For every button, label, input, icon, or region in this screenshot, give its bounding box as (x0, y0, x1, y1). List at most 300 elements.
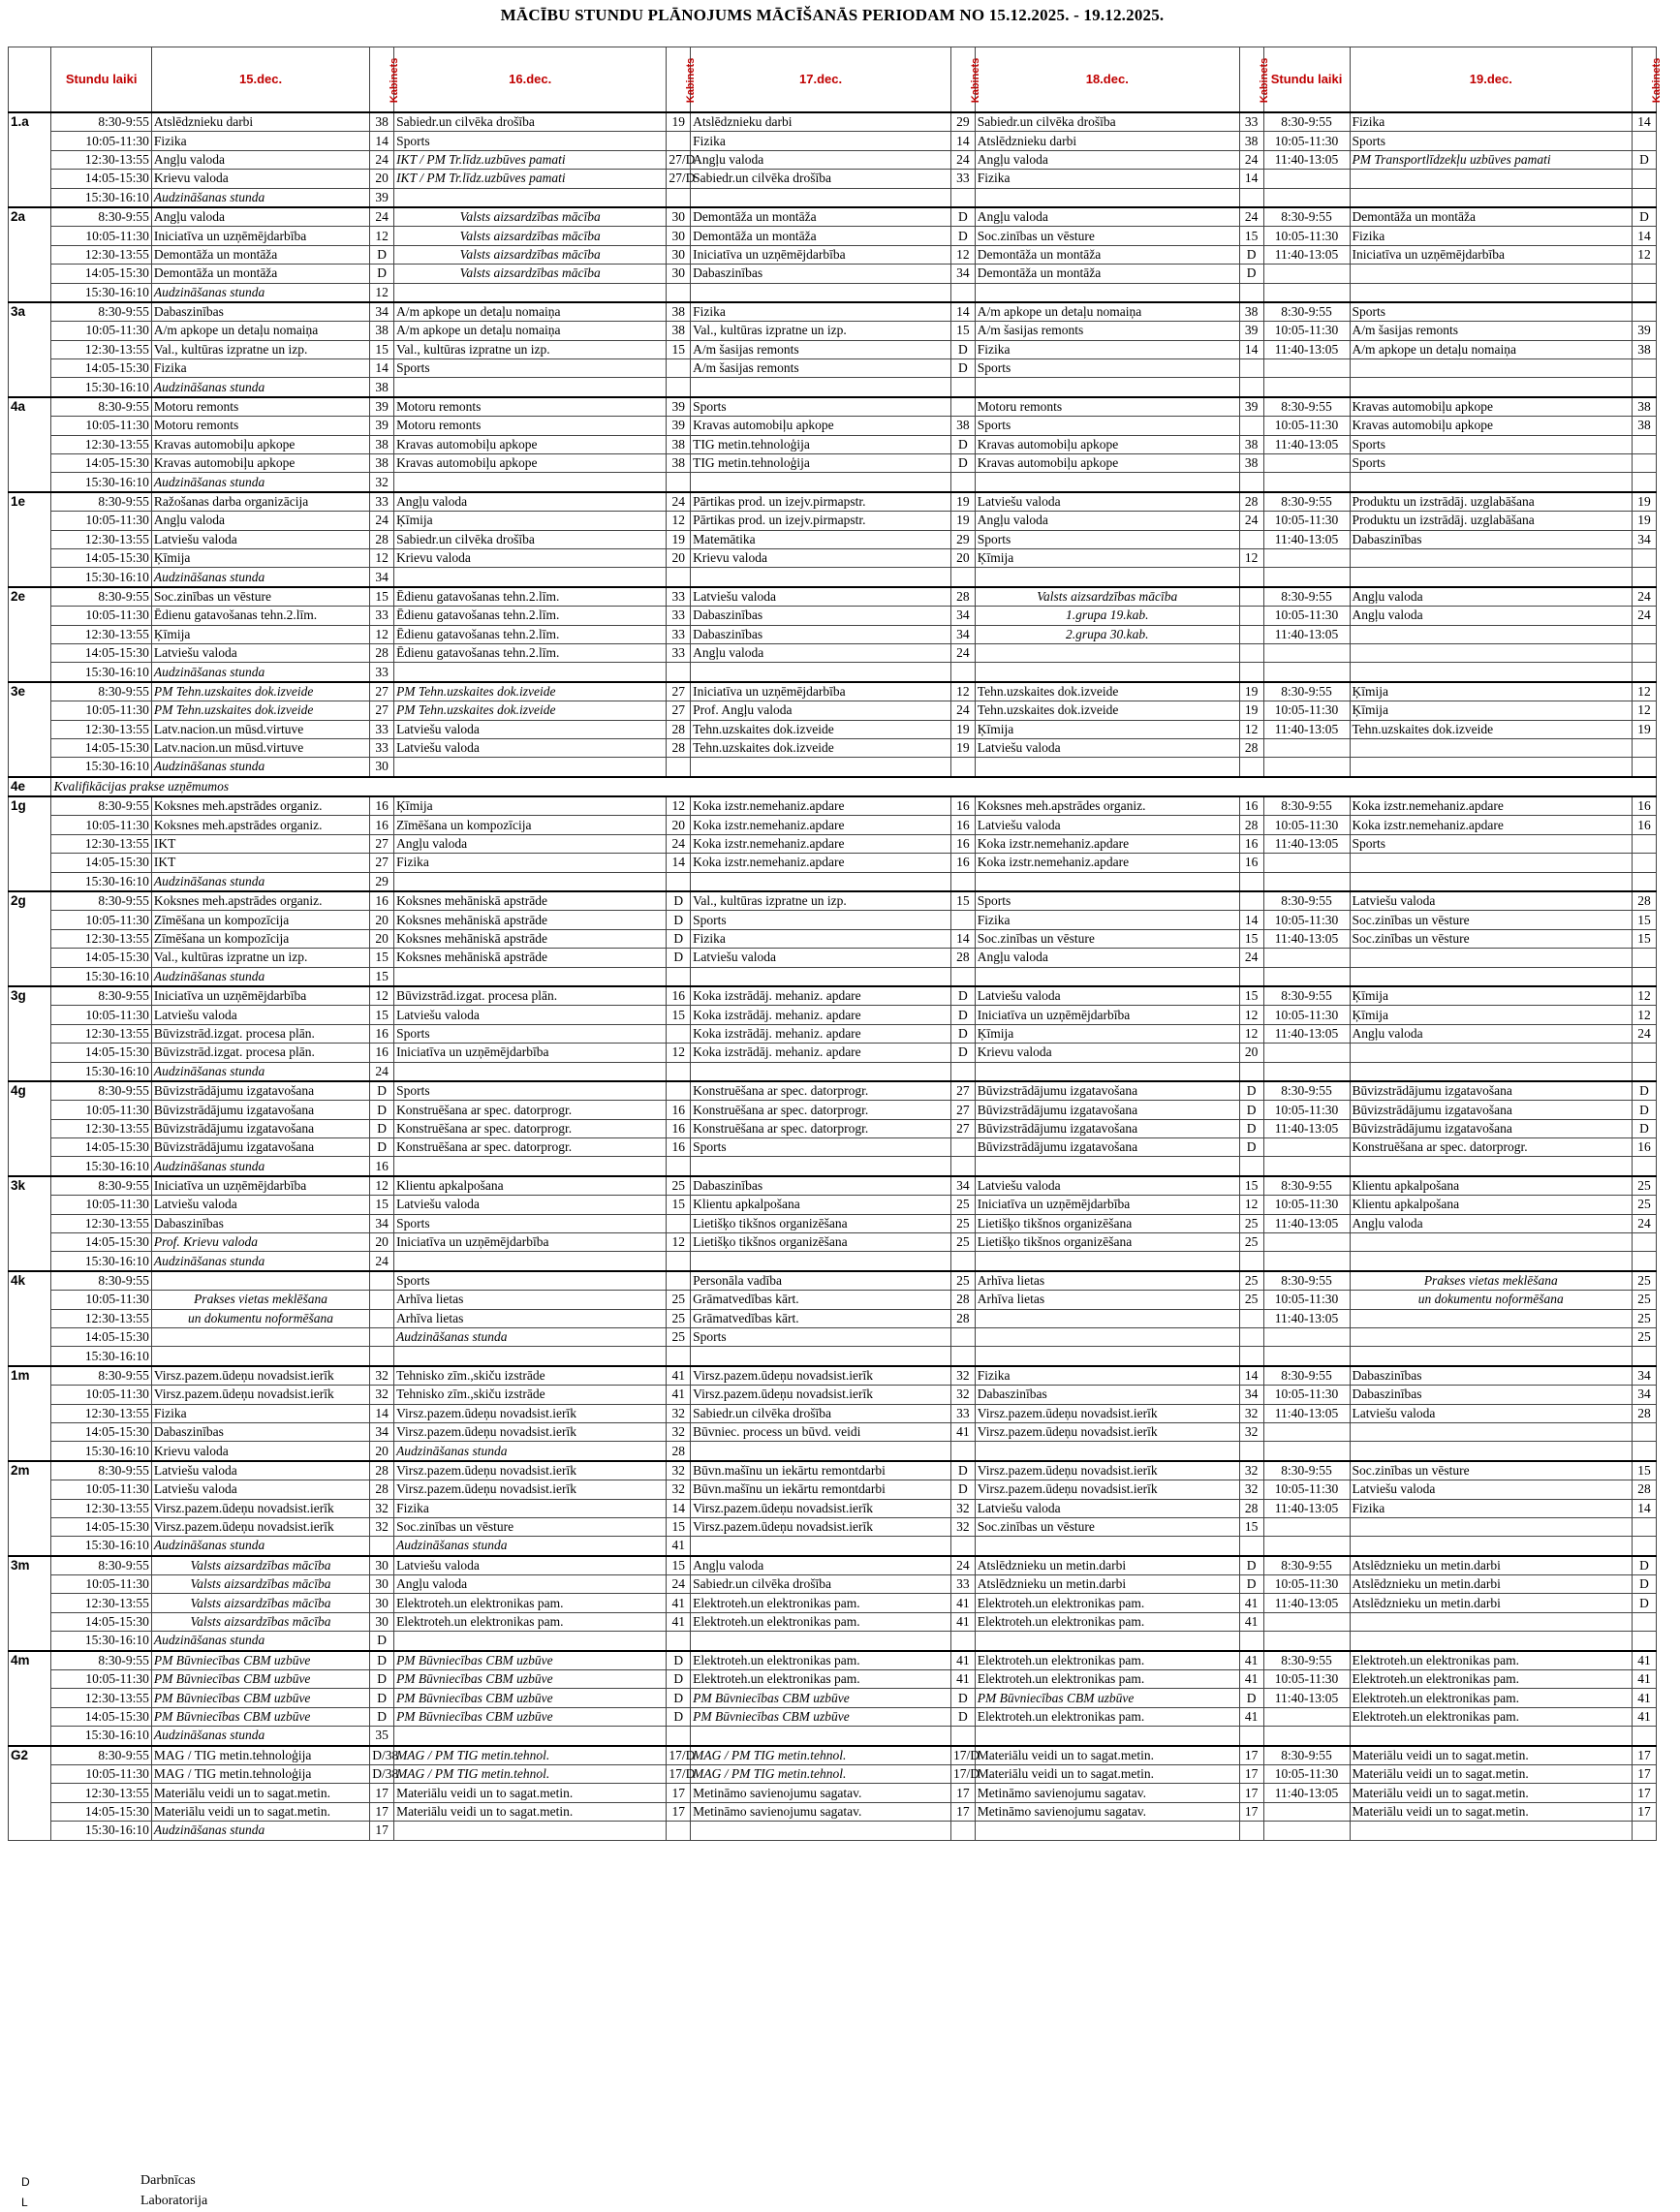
table-row (9, 1214, 1657, 1232)
room-cell: 16 (667, 1138, 691, 1157)
subject-cell: Latviešu valoda (151, 530, 369, 548)
subject-cell: Iniciatīva un uzņēmējdarbība (151, 1176, 369, 1196)
subject-cell: Atslēdznieku un metin.darbi (975, 1575, 1239, 1594)
subject-cell (691, 1822, 951, 1840)
table-row (9, 435, 1657, 453)
room-cell: 25 (1239, 1271, 1263, 1291)
room-cell (1633, 283, 1657, 302)
subject-cell: Soc.zinības un vēsture (1350, 911, 1633, 929)
time-cell-fri (1263, 359, 1350, 378)
table-row (9, 1196, 1657, 1214)
subject-cell: Būvn.mašīnu un iekārtu remontdarbi (691, 1461, 951, 1480)
subject-cell: PM Būvniecības CBM uzbūve (394, 1670, 667, 1689)
subject-cell: Virsz.pazem.ūdeņu novadsist.ierīk (691, 1517, 951, 1536)
time-cell-fri (1263, 548, 1350, 567)
room-cell (1633, 1612, 1657, 1631)
time-cell: 15:30-16:10 (51, 473, 151, 492)
subject-cell (975, 1632, 1239, 1651)
subject-cell (691, 1062, 951, 1081)
subject-cell: Fizika (1350, 112, 1633, 132)
room-cell: 27 (370, 682, 394, 701)
room-cell: D (370, 1101, 394, 1119)
time-cell-fri (1263, 283, 1350, 302)
room-cell: 20 (667, 816, 691, 834)
room-cell: 12 (1239, 720, 1263, 738)
room-cell (1239, 663, 1263, 682)
subject-cell: Klientu apkalpošana (691, 1196, 951, 1214)
schedule-table (8, 47, 1664, 1841)
room-cell: 32 (667, 1461, 691, 1480)
table-row (9, 816, 1657, 834)
room-cell: 25 (1633, 1309, 1657, 1327)
subject-cell: Būvizstrādājumu izgatavošana (151, 1119, 369, 1137)
subject-cell: Latviešu valoda (691, 949, 951, 967)
subject-cell: Virsz.pazem.ūdeņu novadsist.ierīk (691, 1386, 951, 1404)
subject-cell (1350, 1442, 1633, 1461)
room-cell: 17 (1633, 1802, 1657, 1821)
subject-cell: Metināmo savienojumu sagatav. (975, 1802, 1239, 1821)
room-cell (950, 967, 975, 986)
header-room-mon: Kabinets (370, 47, 394, 113)
time-cell: 15:30-16:10 (51, 283, 151, 302)
room-cell (667, 1347, 691, 1366)
time-cell-fri (1263, 473, 1350, 492)
room-cell: 30 (370, 758, 394, 777)
subject-cell (975, 1537, 1239, 1556)
room-cell: 24 (667, 834, 691, 853)
table-row (9, 1651, 1657, 1670)
room-cell: 25 (667, 1328, 691, 1347)
subject-cell: Tehn.uzskaites dok.izveide (691, 720, 951, 738)
subject-cell: Latviešu valoda (975, 492, 1239, 512)
subject-cell: Angļu valoda (394, 834, 667, 853)
table-row (9, 227, 1657, 245)
subject-cell: Elektroteh.un elektronikas pam. (975, 1612, 1239, 1631)
room-cell: 33 (667, 643, 691, 662)
subject-cell: Latviešu valoda (151, 1480, 369, 1499)
subject-cell: Virsz.pazem.ūdeņu novadsist.ierīk (975, 1404, 1239, 1422)
room-cell: 39 (667, 397, 691, 417)
time-cell-fri: 10:05-11:30 (1263, 1480, 1350, 1499)
subject-cell (151, 1347, 369, 1366)
subject-cell: Kravas automobiļu apkope (691, 417, 951, 435)
table-row (9, 1612, 1657, 1631)
room-cell (1633, 872, 1657, 891)
room-cell: D (667, 1651, 691, 1670)
subject-cell: Audzināšanas stunda (151, 283, 369, 302)
table-row (9, 1632, 1657, 1651)
time-cell-fri (1263, 854, 1350, 872)
room-cell: 15 (667, 340, 691, 358)
subject-cell: Audzināšanas stunda (151, 1062, 369, 1081)
time-cell-fri (1263, 265, 1350, 283)
subject-cell (975, 643, 1239, 662)
subject-cell: Audzināšanas stunda (151, 1822, 369, 1840)
subject-cell: Tehn.uzskaites dok.izveide (691, 738, 951, 757)
class-label: 1m (9, 1366, 51, 1461)
table-row (9, 1707, 1657, 1726)
subject-cell: Soc.zinības un vēsture (1350, 1461, 1633, 1480)
subject-cell: Dabaszinības (1350, 530, 1633, 548)
subject-cell (975, 1328, 1239, 1347)
room-cell: 41 (1633, 1670, 1657, 1689)
subject-cell: MAG / PM TIG metin.tehnol. (394, 1746, 667, 1765)
room-cell: 20 (370, 170, 394, 188)
subject-cell (1350, 949, 1633, 967)
subject-cell: Iniciatīva un uzņēmējdarbība (975, 1006, 1239, 1024)
time-cell: 8:30-9:55 (51, 891, 151, 911)
subject-cell: Sports (1350, 302, 1633, 322)
room-cell: 30 (667, 265, 691, 283)
subject-cell: Materiālu veidi un to sagat.metin. (1350, 1764, 1633, 1783)
subject-cell (1350, 1252, 1633, 1271)
room-cell: 15 (1239, 227, 1263, 245)
subject-cell: Fizika (691, 929, 951, 948)
subject-cell: Latviešu valoda (1350, 891, 1633, 911)
table-row (9, 1328, 1657, 1347)
room-cell (1239, 1309, 1263, 1327)
time-cell-fri: 10:05-11:30 (1263, 816, 1350, 834)
subject-cell: Koka izstr.nemehaniz.apdare (975, 834, 1239, 853)
room-cell: 14 (1633, 227, 1657, 245)
room-cell (1239, 417, 1263, 435)
subject-cell: Tehnisko zīm.,skiču izstrāde (394, 1366, 667, 1386)
time-cell-fri: 11:40-13:05 (1263, 1499, 1350, 1517)
room-cell: D (950, 1707, 975, 1726)
room-cell: D (1239, 1101, 1263, 1119)
room-cell: 32 (1239, 1404, 1263, 1422)
subject-cell: A/m apkope un detaļu nomaiņa (1350, 340, 1633, 358)
table-row (9, 359, 1657, 378)
time-cell-fri: 11:40-13:05 (1263, 1689, 1350, 1707)
room-cell: D (370, 1632, 394, 1651)
time-cell-fri: 10:05-11:30 (1263, 607, 1350, 625)
room-cell: 24 (667, 492, 691, 512)
time-cell: 14:05-15:30 (51, 1233, 151, 1252)
subject-cell: Audzināšanas stunda (151, 872, 369, 891)
subject-cell: Valsts aizsardzības mācība (151, 1612, 369, 1631)
room-cell: D (1239, 245, 1263, 264)
subject-cell: MAG / PM TIG metin.tehnol. (691, 1746, 951, 1765)
header-room-tue: Kabinets (667, 47, 691, 113)
room-cell: 24 (1633, 1214, 1657, 1232)
room-cell (1239, 568, 1263, 587)
subject-cell: PM Būvniecības CBM uzbūve (151, 1689, 369, 1707)
subject-cell (1350, 872, 1633, 891)
time-cell: 12:30-13:55 (51, 1784, 151, 1802)
subject-cell: Latviešu valoda (394, 1556, 667, 1575)
time-cell: 12:30-13:55 (51, 834, 151, 853)
room-cell (950, 872, 975, 891)
subject-cell: Produktu un izstrādāj. uzglabāšana (1350, 512, 1633, 530)
table-row (9, 1176, 1657, 1196)
time-cell: 14:05-15:30 (51, 1138, 151, 1157)
room-cell: 28 (370, 1480, 394, 1499)
room-cell (1633, 473, 1657, 492)
subject-cell: Motoru remonts (975, 397, 1239, 417)
class-label: 4e (9, 777, 51, 796)
subject-cell: Būvizstrādājumu izgatavošana (151, 1081, 369, 1101)
class-label: 4k (9, 1271, 51, 1366)
subject-cell: Sports (394, 1214, 667, 1232)
time-cell: 15:30-16:10 (51, 378, 151, 397)
time-cell: 12:30-13:55 (51, 245, 151, 264)
class-label: 1.a (9, 112, 51, 207)
room-cell: 29 (370, 872, 394, 891)
subject-cell: PM Būvniecības CBM uzbūve (691, 1689, 951, 1707)
table-row (9, 1802, 1657, 1821)
time-cell: 15:30-16:10 (51, 872, 151, 891)
room-cell: 15 (370, 1196, 394, 1214)
time-cell-fri: 10:05-11:30 (1263, 227, 1350, 245)
header-tue: 16.dec. (394, 47, 667, 113)
room-cell: 38 (1633, 340, 1657, 358)
room-cell: 17 (1239, 1802, 1263, 1821)
room-cell: 34 (370, 1214, 394, 1232)
subject-cell: Audzināšanas stunda (151, 758, 369, 777)
room-cell: 28 (1633, 1480, 1657, 1499)
subject-cell: Lietišķo tikšnos organizēšana (975, 1214, 1239, 1232)
room-cell: 15 (667, 1006, 691, 1024)
subject-cell (394, 1157, 667, 1176)
subject-cell (1350, 1632, 1633, 1651)
subject-cell (394, 1347, 667, 1366)
subject-cell: Sabiedr.un cilvēka drošība (691, 1404, 951, 1422)
room-cell: 28 (1239, 1499, 1263, 1517)
room-cell: 25 (667, 1291, 691, 1309)
room-cell: 41 (667, 1612, 691, 1631)
subject-cell: Materiālu veidi un to sagat.metin. (151, 1802, 369, 1821)
subject-cell: Valsts aizsardzības mācība (394, 227, 667, 245)
room-cell: 24 (370, 1252, 394, 1271)
subject-cell: Demontāža un montāža (691, 227, 951, 245)
table-row (9, 891, 1657, 911)
subject-cell: Pārtikas prod. un izejv.pirmapstr. (691, 512, 951, 530)
subject-cell: Ēdienu gatavošanas tehn.2.līm. (394, 607, 667, 625)
time-cell: 8:30-9:55 (51, 1366, 151, 1386)
room-cell: 14 (667, 1499, 691, 1517)
subject-cell: Val., kultūras izpratne un izp. (691, 891, 951, 911)
subject-cell (1350, 1233, 1633, 1252)
room-cell: 38 (370, 454, 394, 473)
room-cell: 12 (370, 283, 394, 302)
time-cell: 12:30-13:55 (51, 1499, 151, 1517)
subject-cell (975, 758, 1239, 777)
subject-cell: Audzināšanas stunda (151, 1157, 369, 1176)
room-cell (950, 1632, 975, 1651)
subject-cell: Konstruēšana ar spec. datorprogr. (691, 1119, 951, 1137)
room-cell: 25 (950, 1271, 975, 1291)
subject-cell: Būvizstrādājumu izgatavošana (151, 1138, 369, 1157)
room-cell (1633, 435, 1657, 453)
room-cell: 17 (667, 1784, 691, 1802)
time-cell: 14:05-15:30 (51, 265, 151, 283)
subject-cell: Grāmatvedības kārt. (691, 1309, 951, 1327)
subject-cell: Angļu valoda (975, 207, 1239, 227)
room-cell: 17 (950, 1802, 975, 1821)
subject-cell (1350, 854, 1633, 872)
time-cell: 8:30-9:55 (51, 1176, 151, 1196)
subject-cell (975, 188, 1239, 207)
subject-cell: Atslēdznieku un metin.darbi (1350, 1556, 1633, 1575)
class-label: 1e (9, 492, 51, 587)
room-cell (667, 758, 691, 777)
room-cell: 15 (370, 949, 394, 967)
subject-cell: Konstruēšana ar spec. datorprogr. (1350, 1138, 1633, 1157)
table-row (9, 1594, 1657, 1612)
room-cell: 32 (950, 1366, 975, 1386)
subject-cell: Ķīmija (975, 548, 1239, 567)
subject-cell: Krievu valoda (691, 548, 951, 567)
room-cell: 24 (1239, 512, 1263, 530)
subject-cell: Atslēdznieku un metin.darbi (1350, 1575, 1633, 1594)
time-cell-fri: 10:05-11:30 (1263, 1575, 1350, 1594)
room-cell: 32 (667, 1480, 691, 1499)
subject-cell (975, 1309, 1239, 1327)
room-cell (950, 1727, 975, 1746)
room-cell (1633, 967, 1657, 986)
time-cell-fri: 8:30-9:55 (1263, 1651, 1350, 1670)
subject-cell: Ēdienu gatavošanas tehn.2.līm. (151, 607, 369, 625)
table-row (9, 929, 1657, 948)
time-cell-fri (1263, 1044, 1350, 1062)
room-cell: 12 (370, 227, 394, 245)
subject-cell: Fizika (975, 170, 1239, 188)
room-cell: 38 (1239, 454, 1263, 473)
room-cell (1633, 1422, 1657, 1441)
time-cell: 12:30-13:55 (51, 929, 151, 948)
room-cell: D (1633, 1556, 1657, 1575)
room-cell: 35 (370, 1727, 394, 1746)
subject-cell: Virsz.pazem.ūdeņu novadsist.ierīk (394, 1461, 667, 1480)
room-cell: 24 (370, 512, 394, 530)
table-row (9, 607, 1657, 625)
room-cell: 32 (667, 1404, 691, 1422)
table-row (9, 643, 1657, 662)
subject-cell: Sports (394, 1024, 667, 1043)
subject-cell: Pārtikas prod. un izejv.pirmapstr. (691, 492, 951, 512)
room-cell (1633, 949, 1657, 967)
subject-cell: Audzināšanas stunda (151, 378, 369, 397)
table-row (9, 548, 1657, 567)
room-cell (950, 1328, 975, 1347)
subject-cell: MAG / TIG metin.tehnoloģija (151, 1764, 369, 1783)
room-cell: 32 (1239, 1461, 1263, 1480)
room-cell (667, 1632, 691, 1651)
subject-cell: Demontāža un montāža (151, 265, 369, 283)
subject-cell: Koksnes mehāniskā apstrāde (394, 929, 667, 948)
subject-cell: Val., kultūras izpratne un izp. (691, 322, 951, 340)
subject-cell: Sabiedr.un cilvēka drošība (394, 112, 667, 132)
room-cell (667, 568, 691, 587)
time-cell-fri: 11:40-13:05 (1263, 834, 1350, 853)
room-cell: 14 (1239, 911, 1263, 929)
room-cell (667, 1214, 691, 1232)
room-cell: 15 (667, 1556, 691, 1575)
subject-cell (1350, 1157, 1633, 1176)
class-label: 3m (9, 1556, 51, 1651)
subject-cell (1350, 170, 1633, 188)
room-cell: 38 (370, 378, 394, 397)
subject-cell: Sports (975, 359, 1239, 378)
subject-cell: Sports (975, 891, 1239, 911)
subject-cell: Koka izstrādāj. mehaniz. apdare (691, 1006, 951, 1024)
table-row (9, 188, 1657, 207)
table-row (9, 132, 1657, 150)
class-label: 4m (9, 1651, 51, 1746)
room-cell: 15 (950, 322, 975, 340)
subject-cell: Produktu un izstrādāj. uzglabāšana (1350, 492, 1633, 512)
time-cell-fri (1263, 738, 1350, 757)
room-cell (1239, 1632, 1263, 1651)
room-cell: 15 (370, 1006, 394, 1024)
room-cell: 15 (1239, 929, 1263, 948)
room-cell: 27 (370, 701, 394, 720)
time-cell-fri (1263, 1157, 1350, 1176)
subject-cell: Sports (691, 1328, 951, 1347)
subject-cell: Atslēdznieku darbi (151, 112, 369, 132)
time-cell: 15:30-16:10 (51, 1252, 151, 1271)
room-cell (667, 188, 691, 207)
subject-cell (1350, 1517, 1633, 1536)
subject-cell: Elektroteh.un elektronikas pam. (975, 1707, 1239, 1726)
room-cell: 16 (950, 816, 975, 834)
room-cell (1633, 1233, 1657, 1252)
room-cell (950, 911, 975, 929)
subject-cell: Latviešu valoda (975, 738, 1239, 757)
time-cell-fri (1263, 454, 1350, 473)
room-cell (1239, 1157, 1263, 1176)
time-cell-fri: 8:30-9:55 (1263, 302, 1350, 322)
table-row (9, 1480, 1657, 1499)
time-cell-fri (1263, 188, 1350, 207)
room-cell (1633, 1347, 1657, 1366)
room-cell: 28 (667, 738, 691, 757)
room-cell: 27/D (667, 170, 691, 188)
time-cell: 15:30-16:10 (51, 1537, 151, 1556)
subject-cell: Materiālu veidi un to sagat.metin. (151, 1784, 369, 1802)
room-cell: 34 (950, 1176, 975, 1196)
subject-cell (1350, 625, 1633, 643)
subject-cell: Fizika (394, 1499, 667, 1517)
room-cell: 16 (370, 891, 394, 911)
subject-cell (691, 378, 951, 397)
room-cell: 27/D (667, 150, 691, 169)
room-cell (1633, 378, 1657, 397)
room-cell: 27 (950, 1119, 975, 1137)
room-cell: 25 (1633, 1291, 1657, 1309)
room-cell: 17 (370, 1802, 394, 1821)
time-cell-fri (1263, 1612, 1350, 1631)
room-cell: D (1633, 1081, 1657, 1101)
subject-cell: A/m apkope un detaļu nomaiņa (151, 322, 369, 340)
subject-cell: Fizika (1350, 227, 1633, 245)
subject-cell: Krievu valoda (151, 1442, 369, 1461)
subject-cell: Audzināšanas stunda (151, 1727, 369, 1746)
room-cell: 41 (1239, 1707, 1263, 1726)
subject-cell: Virsz.pazem.ūdeņu novadsist.ierīk (975, 1461, 1239, 1480)
table-row (9, 1233, 1657, 1252)
room-cell: 33 (950, 170, 975, 188)
time-cell-fri (1263, 967, 1350, 986)
room-cell: 14 (950, 302, 975, 322)
time-cell: 12:30-13:55 (51, 1309, 151, 1327)
room-cell (667, 1727, 691, 1746)
room-cell: 16 (1239, 854, 1263, 872)
room-cell (950, 1157, 975, 1176)
subject-cell: Angļu valoda (975, 150, 1239, 169)
subject-cell: Latviešu valoda (691, 587, 951, 607)
